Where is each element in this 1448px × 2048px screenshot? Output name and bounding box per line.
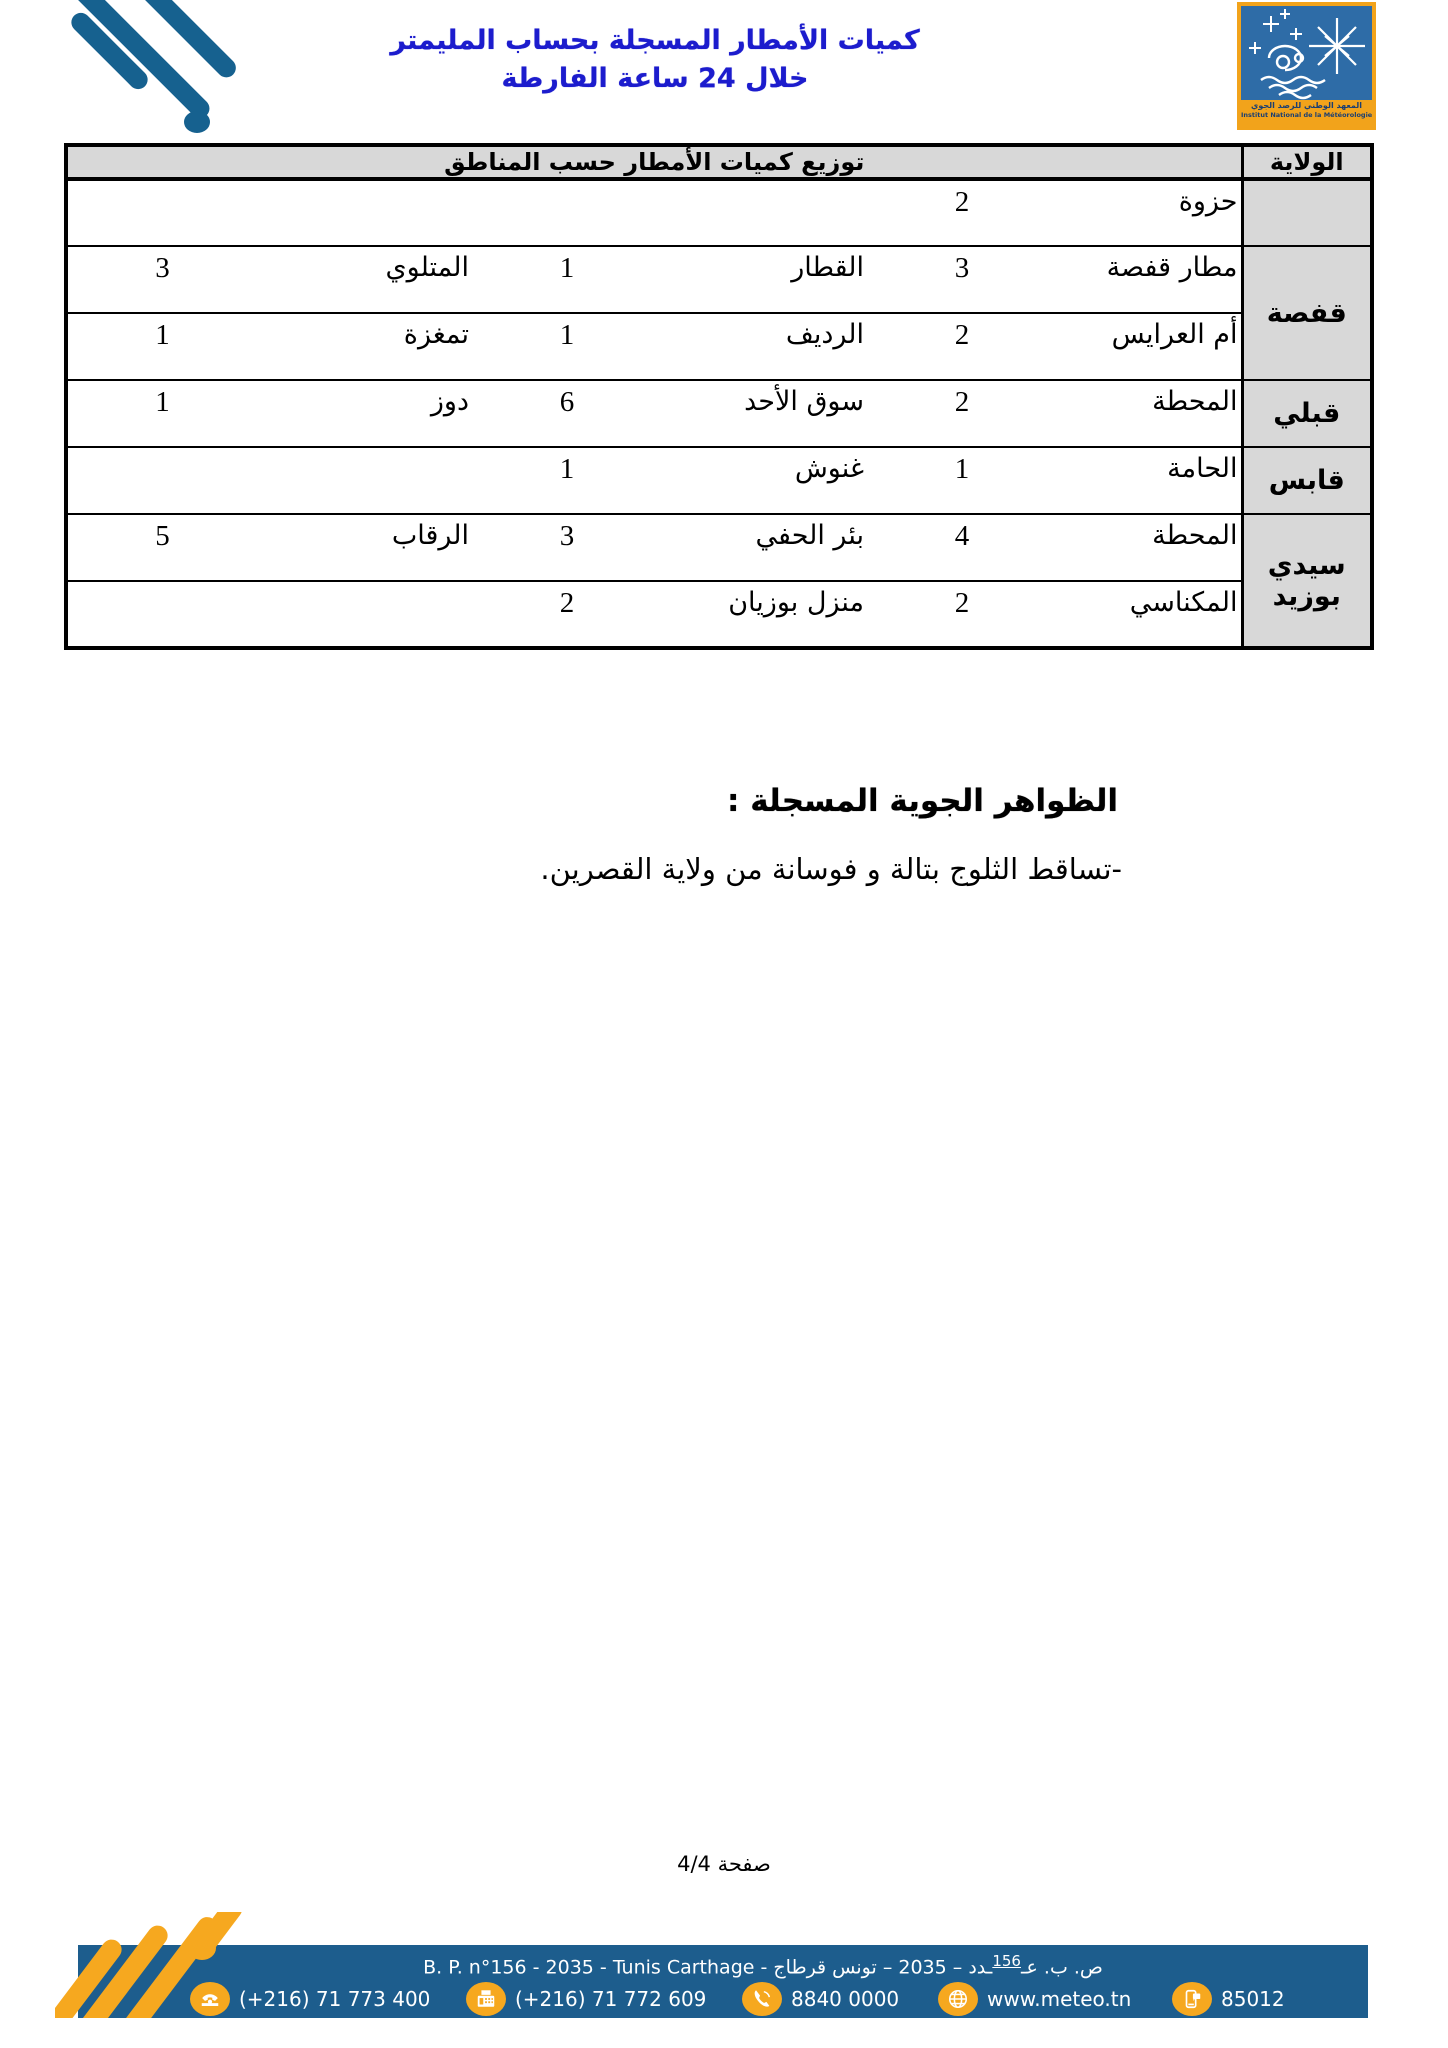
station-name-cell: دوز [257, 380, 472, 447]
table-row [66, 380, 1372, 447]
station-value-cell: 2 [472, 581, 662, 648]
station-value-cell: 1 [472, 246, 662, 313]
station-name-cell: الرقاب [257, 514, 472, 581]
station-value-cell: 1 [66, 313, 257, 380]
page-title [260, 22, 1050, 98]
governorate-cell: قابس [1242, 447, 1372, 514]
station-value-cell: 3 [867, 246, 1057, 313]
footer-contact-item [742, 1982, 899, 2016]
station-name-cell: مطار قفصة [1057, 246, 1242, 313]
inm-emblem-graphic-icon [1241, 6, 1372, 100]
page-number: صفحة 4/4 [677, 1852, 771, 1876]
phenomena-line: -تساقط الثلوج بتالة و فوسانة من ولاية القصرين. [540, 852, 1122, 886]
globe-icon [938, 1982, 978, 2016]
table-row [66, 514, 1372, 581]
station-name-cell: المحطة [1057, 514, 1242, 581]
rain-table-body [66, 179, 1372, 648]
station-name-cell: حزوة [1057, 179, 1242, 246]
table-row [66, 447, 1372, 514]
station-value-cell: 3 [472, 514, 662, 581]
footer-contact-text: 85012 [1221, 1987, 1285, 2011]
station-name-cell [257, 179, 472, 246]
mobile-icon [1172, 1982, 1212, 2016]
footer-stripes-decoration-icon [55, 1912, 355, 2018]
table-row [66, 581, 1372, 648]
station-value-cell [66, 179, 257, 246]
station-value-cell: 1 [472, 447, 662, 514]
governorate-cell: قبلي [1242, 380, 1372, 447]
footer-address-latin: B. P. n°156 - 2035 - Tunis Carthage [423, 1956, 755, 1979]
handset-icon [742, 1982, 782, 2016]
station-value-cell [66, 581, 257, 648]
column-header-governorate: الولاية [1242, 145, 1372, 179]
governorate-cell: قفصة [1242, 246, 1372, 380]
governorate-cell [1242, 179, 1372, 246]
inm-logo-name-arabic: المعهد الوطني للرصد الجوي [1251, 101, 1362, 110]
governorate-cell: سيدي بوزيد [1242, 514, 1372, 648]
rainfall-table [64, 143, 1374, 650]
table-row [66, 179, 1372, 246]
footer-contact-text: www.meteo.tn [987, 1987, 1132, 2011]
station-value-cell: 1 [867, 447, 1057, 514]
station-name-cell: سوق الأحد [662, 380, 867, 447]
station-value-cell [472, 179, 662, 246]
footer-address-prefix: ص. ب. عـ [1020, 1956, 1103, 1979]
station-name-cell: غنوش [662, 447, 867, 514]
table-row [66, 313, 1372, 380]
station-value-cell [66, 447, 257, 514]
station-name-cell: الرديف [662, 313, 867, 380]
inm-logo-name-french: Institut National de la Météorologie [1241, 111, 1372, 119]
fax-icon [466, 1982, 506, 2016]
footer-contact-text: (+216) 71 772 609 [515, 1987, 707, 2011]
station-value-cell: 5 [66, 514, 257, 581]
station-name-cell: تمغزة [257, 313, 472, 380]
station-name-cell: القطار [662, 246, 867, 313]
column-header-distribution: توزيع كميات الأمطار حسب المناطق [66, 145, 1242, 179]
page-title-line2: خلال 24 ساعة الفارطة [501, 63, 809, 94]
station-name-cell: المكناسي [1057, 581, 1242, 648]
station-value-cell: 1 [66, 380, 257, 447]
station-value-cell: 6 [472, 380, 662, 447]
station-name-cell: منزل بوزيان [662, 581, 867, 648]
station-value-cell: 3 [66, 246, 257, 313]
inm-logo-caption [1241, 100, 1372, 130]
footer-contact-text: 8840 0000 [791, 1987, 900, 2011]
footer-contact-item [466, 1982, 706, 2016]
station-name-cell: الحامة [1057, 447, 1242, 514]
station-value-cell: 2 [867, 179, 1057, 246]
station-name-cell: أم العرايس [1057, 313, 1242, 380]
page-title-line1: كميات الأمطار المسجلة بحساب المليمتر [390, 25, 920, 56]
station-value-cell: 2 [867, 581, 1057, 648]
phenomena-heading: الظواهر الجوية المسجلة : [727, 783, 1118, 819]
table-row [66, 246, 1372, 313]
footer-contact-item [1172, 1982, 1285, 2016]
station-value-cell: 2 [867, 380, 1057, 447]
inm-swoosh-logo-icon [40, 0, 255, 142]
station-value-cell: 2 [867, 313, 1057, 380]
footer-address-number: 156 [992, 1952, 1021, 1970]
footer-contact-item [938, 1982, 1131, 2016]
footer-contact-text: (+216) 71 773 400 [239, 1987, 431, 2011]
station-name-cell: المتلوي [257, 246, 472, 313]
footer-address-middle: ـدد – 2035 – تونس قرطاج - [754, 1956, 993, 1979]
station-name-cell [662, 179, 867, 246]
station-name-cell [257, 447, 472, 514]
station-value-cell: 4 [867, 514, 1057, 581]
inm-emblem-logo [1237, 2, 1376, 130]
station-name-cell [257, 581, 472, 648]
footer-stripe-dot [188, 1936, 216, 1960]
station-name-cell: بئر الحفي [662, 514, 867, 581]
swoosh-dot [184, 111, 210, 133]
station-name-cell: المحطة [1057, 380, 1242, 447]
station-value-cell: 1 [472, 313, 662, 380]
table-header-row [66, 145, 1372, 179]
